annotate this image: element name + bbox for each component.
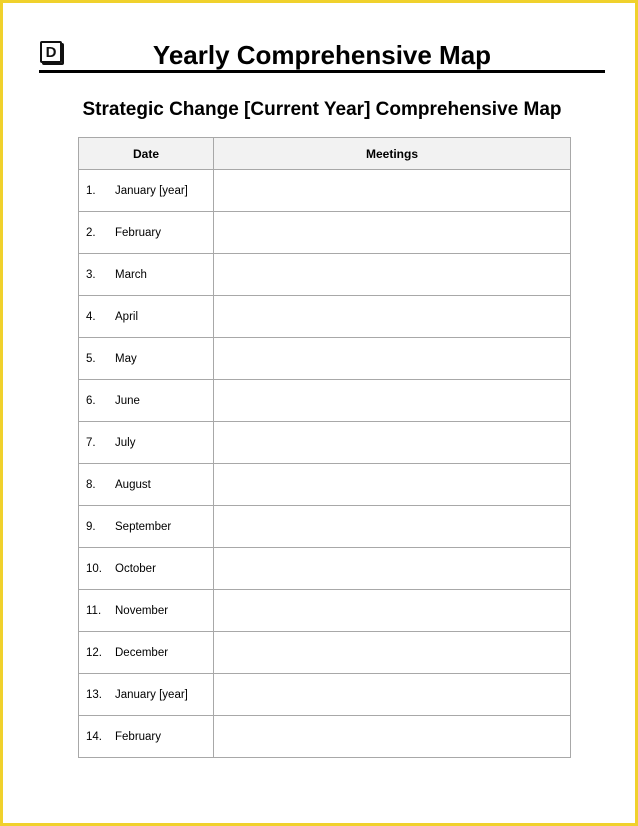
date-cell xyxy=(79,170,214,212)
table-row xyxy=(79,590,571,632)
row-number: 8. xyxy=(86,478,96,491)
date-cell xyxy=(79,338,214,380)
table-row xyxy=(79,338,571,380)
row-month: March xyxy=(115,268,147,281)
meetings-cell[interactable] xyxy=(214,632,571,674)
row-number: 7. xyxy=(86,436,96,449)
row-month: June xyxy=(115,394,140,407)
row-month: July xyxy=(115,436,136,449)
row-month: November xyxy=(115,604,169,617)
meetings-table xyxy=(78,137,571,758)
title-rule xyxy=(39,70,605,73)
document-title: Yearly Comprehensive Map xyxy=(152,40,492,70)
table-row xyxy=(79,254,571,296)
date-cell xyxy=(79,464,214,506)
table-row xyxy=(79,170,571,212)
table-header-row xyxy=(79,138,571,170)
meetings-cell[interactable] xyxy=(214,338,571,380)
row-month: May xyxy=(115,352,137,365)
row-number: 5. xyxy=(86,352,96,365)
date-cell xyxy=(79,590,214,632)
meetings-cell[interactable] xyxy=(214,212,571,254)
row-month: October xyxy=(115,562,156,575)
date-cell xyxy=(79,716,214,758)
row-number: 6. xyxy=(86,394,96,407)
section-title: Strategic Change [Current Year] Comprehensive Map xyxy=(82,99,562,120)
row-number: 14. xyxy=(86,730,102,743)
meetings-cell[interactable] xyxy=(214,590,571,632)
meetings-cell[interactable] xyxy=(214,464,571,506)
row-number: 12. xyxy=(86,646,102,659)
meetings-cell[interactable] xyxy=(214,548,571,590)
table-row xyxy=(79,380,571,422)
header-meetings: Meetings xyxy=(214,138,571,170)
meetings-cell[interactable] xyxy=(214,674,571,716)
row-month: August xyxy=(115,478,151,491)
table-row xyxy=(79,296,571,338)
row-number: 2. xyxy=(86,226,96,239)
meetings-cell[interactable] xyxy=(214,506,571,548)
row-number: 4. xyxy=(86,310,96,323)
table-body xyxy=(79,170,571,758)
row-number: 9. xyxy=(86,520,96,533)
row-month: January [year] xyxy=(115,688,188,701)
date-cell xyxy=(79,506,214,548)
row-month: January [year] xyxy=(115,184,188,197)
table-row xyxy=(79,212,571,254)
logo-d-icon: D xyxy=(40,41,62,63)
date-cell xyxy=(79,254,214,296)
header-date: Date xyxy=(79,138,214,170)
row-number: 10. xyxy=(86,562,102,575)
table-row xyxy=(79,548,571,590)
meetings-cell[interactable] xyxy=(214,422,571,464)
table-row xyxy=(79,464,571,506)
row-month: April xyxy=(115,310,139,323)
row-number: 11. xyxy=(86,604,102,617)
table-row xyxy=(79,506,571,548)
meetings-cell[interactable] xyxy=(214,716,571,758)
date-cell xyxy=(79,632,214,674)
meetings-cell[interactable] xyxy=(214,380,571,422)
date-cell xyxy=(79,380,214,422)
date-cell xyxy=(79,296,214,338)
row-number: 1. xyxy=(86,184,96,197)
meetings-cell[interactable] xyxy=(214,296,571,338)
table-row xyxy=(79,716,571,758)
date-cell xyxy=(79,422,214,464)
row-month: February xyxy=(115,730,162,743)
meetings-cell[interactable] xyxy=(214,170,571,212)
table-row xyxy=(79,422,571,464)
table-row xyxy=(79,632,571,674)
table-row xyxy=(79,674,571,716)
row-month: December xyxy=(115,646,169,659)
date-cell xyxy=(79,548,214,590)
row-month: February xyxy=(115,226,162,239)
row-number: 13. xyxy=(86,688,102,701)
row-number: 3. xyxy=(86,268,96,281)
date-cell xyxy=(79,212,214,254)
meetings-cell[interactable] xyxy=(214,254,571,296)
row-month: September xyxy=(115,520,172,533)
date-cell xyxy=(79,674,214,716)
